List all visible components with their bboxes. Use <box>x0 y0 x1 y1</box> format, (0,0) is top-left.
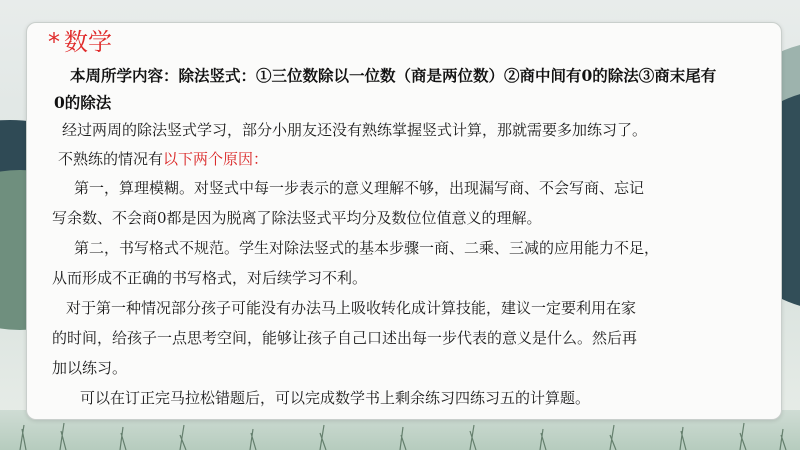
paragraph-reason2-line2: 从而形成不正确的书写格式，对后续学习不利。 <box>52 269 368 287</box>
title-star: * <box>48 28 60 56</box>
paragraph-reason1-line2: 写余数、不会商0都是因为脱离了除法竖式平均分及数位位值意义的理解。 <box>52 209 542 227</box>
paragraph-homework: 可以在订正完马拉松错题后，可以完成数学书上剩余练习四练习五的计算题。 <box>80 389 591 407</box>
paragraph-advice-line3: 加以练习。 <box>52 359 128 377</box>
reasons-prefix: 不熟练的情况有 <box>58 150 164 168</box>
paragraph-intro: 经过两周的除法竖式学习，部分小朋友还没有熟练掌握竖式计算，那就需要多加练习了。 <box>62 121 648 139</box>
slide-title <box>48 27 112 57</box>
reasons-highlight: 以下两个原因： <box>163 150 269 168</box>
paragraph-reasons <box>58 145 268 173</box>
weekly-content-heading: 本周所学内容：除法竖式：①三位数除以一位数（商是两位数）②商中间有0的除法③商末尾有0的除法 <box>54 66 717 112</box>
paragraph-reason1-line1: 第一，算理模糊。对竖式中每一步表示的意义理解不够，出现漏写商、不会写商、忘记 <box>74 179 645 197</box>
title-text: 数学 <box>64 28 112 56</box>
paragraph-reason2-line1: 第二，书写格式不规范。学生对除法竖式的基本步骤一商、二乘、三减的应用能力不足， <box>74 239 660 257</box>
paragraph-advice-line2: 的时间，给孩子一点思考空间，能够让孩子自己口述出每一步代表的意义是什么。然后再 <box>52 329 638 347</box>
paragraph-advice-line1: 对于第一种情况部分孩子可能没有办法马上吸收转化成计算技能，建议一定要利用在家 <box>66 299 637 317</box>
